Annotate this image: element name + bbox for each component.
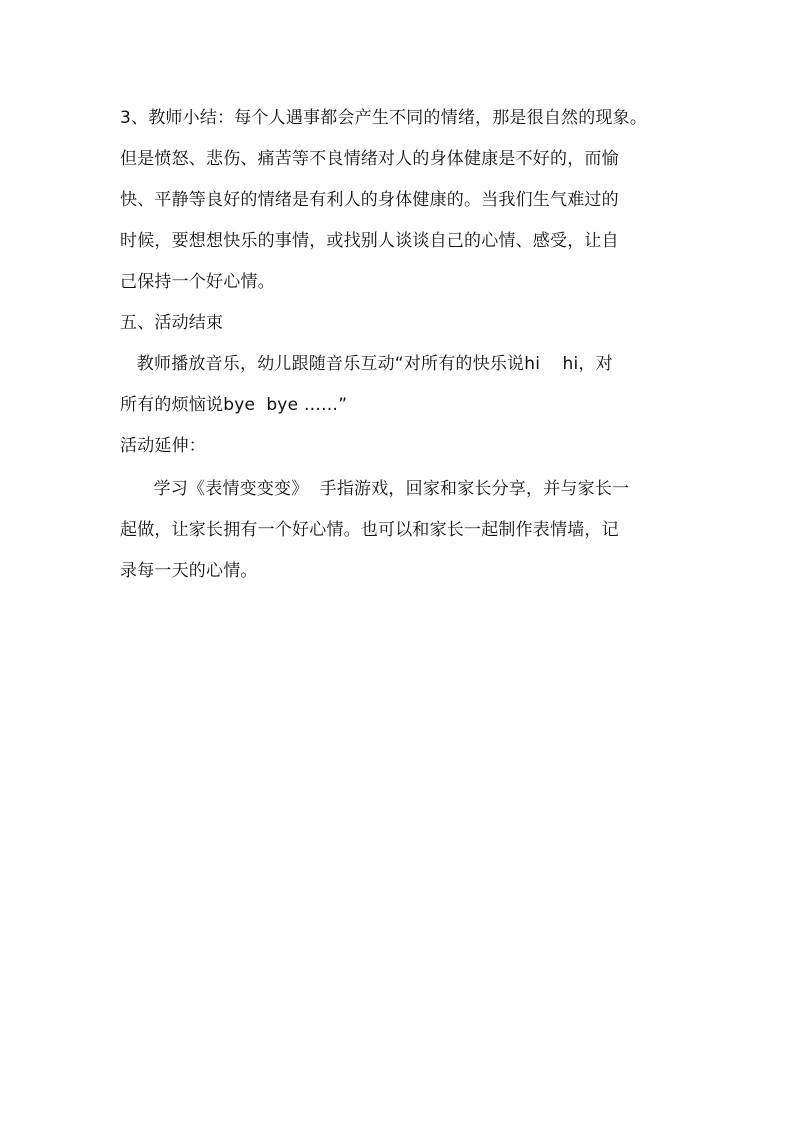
text-line: 快、平静等良好的情绪是有利人的身体健康的。当我们生气难过的 [120, 190, 619, 210]
text-line: 起做，让家长拥有一个好心情。也可以和家长一起制作表情墙，记 [120, 520, 619, 540]
section-heading: 活动延伸： [120, 436, 206, 456]
text-line: 录每一天的心情。 [120, 561, 258, 581]
text-line: 所有的烦恼说bye bye ……” [120, 395, 348, 415]
text-line: 3、教师小结：每个人遇事都会产生不同的情绪，那是很自然的现象。 [120, 108, 648, 128]
text-line: 学习《表情变变变》 手指游戏，回家和家长分享，并与家长一 [120, 479, 630, 499]
section-heading: 五、活动结束 [120, 313, 224, 333]
text-line: 教师播放音乐，幼儿跟随音乐互动“对所有的快乐说hi hi，对 [120, 354, 613, 374]
text-line: 己保持一个好心情。 [120, 272, 275, 292]
text-line: 但是愤怒、悲伤、痛苦等不良情绪对人的身体健康是不好的，而愉 [120, 149, 619, 169]
text-line: 时候，要想想快乐的事情，或找别人谈谈自己的心情、感受，让自 [120, 231, 619, 251]
